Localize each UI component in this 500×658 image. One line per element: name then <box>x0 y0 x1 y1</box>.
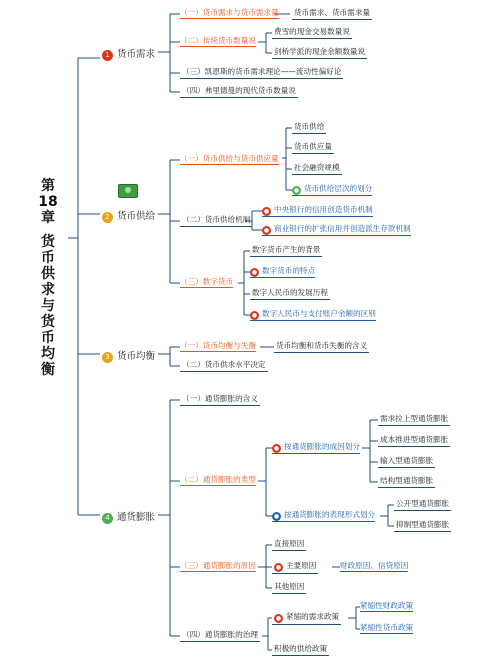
key-point-icon: ● <box>273 445 280 452</box>
subject-char: 均 <box>41 346 55 362</box>
node-demand-definitions: 货币需求、货币需求量 <box>292 8 372 20</box>
subject-char: 衡 <box>41 362 55 378</box>
node-cambridge-theory: 剑桥学派的现金余额数量说 <box>272 47 367 59</box>
node-money-supply-quantity: 货币供应量 <box>292 142 334 154</box>
section-label: 货币均衡 <box>117 351 156 362</box>
node-by-cause <box>272 442 360 454</box>
node-traditional-quantity-theory: （二）传统货币数量说 <box>180 36 256 45</box>
node-text: 按通货膨胀的成因划分 <box>284 442 360 451</box>
section-money-supply <box>102 208 155 223</box>
title-line2: 18 <box>38 194 58 210</box>
section-number-badge: 1 <box>102 50 113 61</box>
title-line1: 第 <box>41 178 55 194</box>
key-point-icon: ● <box>293 187 300 194</box>
node-active-supply-policy: 积极的供给政策 <box>272 644 329 656</box>
section-label: 货币供给 <box>117 211 156 222</box>
section-money-demand <box>102 46 155 61</box>
subject-char: 币 <box>41 330 55 346</box>
node-equilibrium-imbalance: （一）货币均衡与失衡 <box>180 341 256 350</box>
chapter-title <box>35 178 61 378</box>
node-digital-background: 数字货币产生的背景 <box>250 245 322 257</box>
node-equilibrium-meaning: 货币均衡和货币失衡的含义 <box>274 341 369 353</box>
node-supply-and-quantity: （一）货币供给与货币供应量 <box>180 154 279 163</box>
node-by-form <box>272 510 375 522</box>
node-inflation-causes: （三）通货膨胀的原因 <box>180 561 256 570</box>
node-ecny-vs-account <box>250 309 376 321</box>
subject-char: 求 <box>41 282 55 298</box>
subject-char: 货 <box>41 234 55 250</box>
node-suppressed-inflation: 抑制型通货膨胀 <box>394 520 451 532</box>
node-text: 数字货币的特点 <box>262 266 316 275</box>
node-demand-pull: 需求拉上型通货膨胀 <box>378 414 450 426</box>
node-commercial-bank-mechanism <box>262 224 411 236</box>
section-number-badge: 3 <box>102 352 113 363</box>
node-other-causes: 其他原因 <box>272 582 306 594</box>
node-social-financing: 社会融资规模 <box>292 163 342 175</box>
node-demand-and-quantity: （一）货币需求与货币需求量 <box>180 8 279 17</box>
section-label: 通货膨胀 <box>117 512 156 523</box>
money-icon <box>118 184 138 198</box>
node-text: 紧缩的需求政策 <box>286 612 340 621</box>
node-tight-monetary-policy: 紧缩性货币政策 <box>360 623 414 632</box>
node-digital-currency: （三）数字货币 <box>180 277 234 286</box>
section-number-badge: 4 <box>102 513 113 524</box>
node-friedman-theory: （四）弗里德曼的现代货币数量说 <box>180 86 298 98</box>
section-money-equilibrium <box>102 348 155 363</box>
node-text: 主要原因 <box>286 561 317 570</box>
node-direct-cause: 直接原因 <box>272 539 306 551</box>
key-point-icon: ● <box>275 615 282 622</box>
node-supply-levels <box>292 184 372 196</box>
title-line3: 章 <box>41 210 55 226</box>
node-text: 货币供给层次的划分 <box>304 184 373 193</box>
node-structural: 结构型通货膨胀 <box>378 476 435 488</box>
node-text: 商业银行的扩张信用并创造派生存款机制 <box>274 224 411 233</box>
subject-char: 与 <box>41 298 55 314</box>
node-supply-mechanism: （二）货币供给机制 <box>180 215 252 227</box>
subject-char: 币 <box>41 250 55 266</box>
key-point-icon: ● <box>275 564 282 571</box>
node-tight-demand-policy <box>272 612 341 625</box>
node-digital-features <box>250 266 315 278</box>
node-main-cause <box>272 561 318 574</box>
key-point-icon: ● <box>263 208 270 215</box>
node-supply-demand-level: （二）货币供求水平决定 <box>180 360 268 372</box>
node-fisher-theory: 费雪的现金交易数量说 <box>272 27 352 39</box>
key-point-icon: ● <box>263 227 270 234</box>
section-label: 货币需求 <box>117 49 156 60</box>
node-inflation-control: （四）通货膨胀的治理 <box>180 630 260 642</box>
node-text: 中央银行的信用创造货币机制 <box>274 205 373 214</box>
node-tight-fiscal-policy: 紧缩性财政政策 <box>360 601 414 610</box>
section-number-badge: 2 <box>102 212 113 223</box>
node-keynes-theory: （三）凯恩斯的货币需求理论——流动性偏好论 <box>180 67 343 79</box>
subject-char: 供 <box>41 266 55 282</box>
node-imported: 输入型通货膨胀 <box>378 456 435 468</box>
node-text: 按通货膨胀的表现形式划分 <box>284 510 376 519</box>
node-money-supply: 货币供给 <box>292 122 326 134</box>
node-text: 数字人民币与支付账户余额的区别 <box>262 309 376 318</box>
node-central-bank-mechanism <box>262 205 373 217</box>
node-inflation-types: （二）通货膨胀的类型 <box>180 475 256 484</box>
node-open-inflation: 公开型通货膨胀 <box>394 499 451 511</box>
subject-char: 货 <box>41 314 55 330</box>
key-point-icon: ● <box>251 312 258 319</box>
node-inflation-meaning: （一）通货膨胀的含义 <box>180 394 260 406</box>
key-point-icon: ● <box>273 513 280 520</box>
node-cost-push: 成本推进型通货膨胀 <box>378 435 450 447</box>
key-point-icon: ● <box>251 269 258 276</box>
section-inflation <box>102 509 155 524</box>
node-fiscal-credit-cause: 财政原因、信贷原因 <box>340 561 409 570</box>
node-ecny-history: 数字人民币的发展历程 <box>250 288 330 300</box>
